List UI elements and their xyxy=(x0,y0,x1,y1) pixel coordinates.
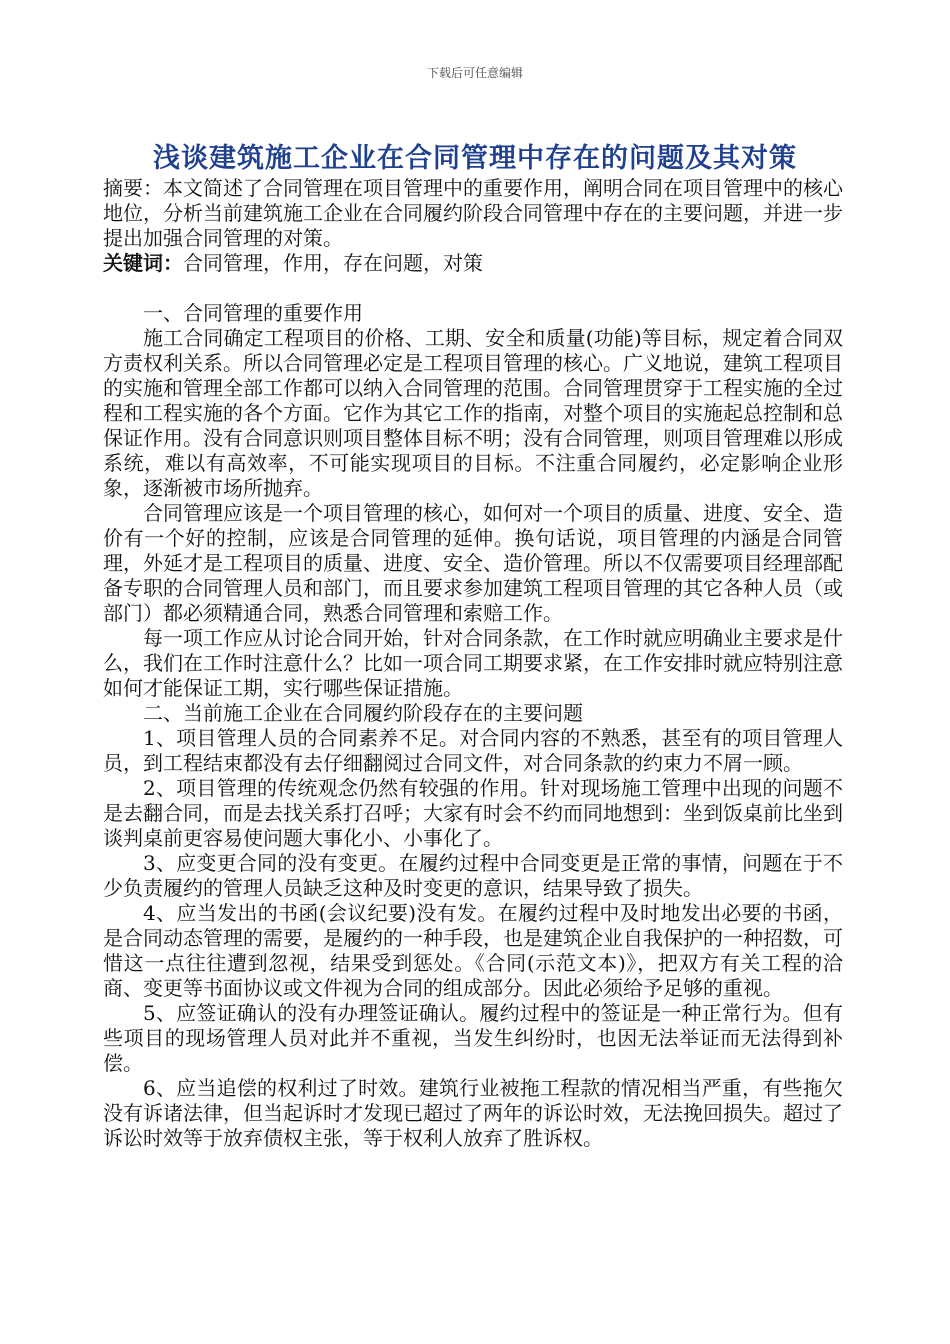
keywords-label: 关键词： xyxy=(103,251,183,275)
abstract-label: 摘要： xyxy=(103,176,163,200)
abstract xyxy=(103,176,843,251)
section-1-heading: 一、合同管理的重要作用 xyxy=(143,301,363,325)
keywords xyxy=(103,251,843,276)
keywords-text: 合同管理，作用，存在问题，对策 xyxy=(183,251,483,275)
paragraph: 合同管理应该是一个项目管理的核心，如何对一个项目的质量、进度、安全、造价有一个好的控制，应该是合同管理的延伸。换句话说，项目管理的内涵是合同管理，外延才是工程项目的质量、进度、安全、造价管理。所以不仅需要项目经理部配备专职的合同管理人员和部门，而且要求参加建筑工程项目管理的其它各种人员（或部门）都必须精通合同，熟悉合同管理和索赔工作。 xyxy=(103,501,843,625)
paragraph: 施工合同确定工程项目的价格、工期、安全和质量(功能)等目标，规定着合同双方责权利关系。所以合同管理必定是工程项目管理的核心。广义地说，建筑工程项目的实施和管理全部工作都可以纳入合同管理的范围。合同管理贯穿于工程实施的全过程和工程实施的各个方面。它作为其它工作的指南，对整个项目的实施起总控制和总保证作用。没有合同意识则项目整体目标不明；没有合同管理，则项目管理难以形成系统，难以有高效率，不可能实现项目的目标。不注重合同履约，必定影响企业形象，逐渐被市场所抛弃。 xyxy=(103,326,843,500)
paragraph: 每一项工作应从讨论合同开始，针对合同条款，在工作时就应明确业主要求是什么，我们在工作时注意什么？比如一项合同工期要求紧，在工作安排时就应特别注意如何才能保证工期，实行哪些保证措施。 xyxy=(103,626,843,700)
page-title: 浅谈建筑施工企业在合同管理中存在的问题及其对策 xyxy=(153,143,797,174)
paragraph: 3、应变更合同的没有变更。在履约过程中合同变更是正常的事情，问题在于不少负责履约的管理人员缺乏这种及时变更的意识，结果导致了损失。 xyxy=(103,851,843,900)
paragraph: 5、应签证确认的没有办理签证确认。履约过程中的签证是一种正常行为。但有些项目的现场管理人员对此并不重视，当发生纠纷时，也因无法举证而无法得到补偿。 xyxy=(103,1001,843,1075)
spacer xyxy=(103,276,843,301)
paragraph: 6、应当追偿的权利过了时效。建筑行业被拖工程款的情况相当严重，有些拖欠没有诉诸法律，但当起诉时才发现已超过了两年的诉讼时效，无法挽回损失。超过了诉讼时效等于放弃债权主张，等于权利人放弃了胜诉权。 xyxy=(103,1076,843,1150)
document-body xyxy=(103,176,843,1151)
paragraph: 1、项目管理人员的合同素养不足。对合同内容的不熟悉，甚至有的项目管理人员，到工程结束都没有去仔细翻阅过合同文件，对合同条款的约束力不屑一顾。 xyxy=(103,726,843,775)
header-note: 下载后可任意编辑 xyxy=(426,66,523,80)
abstract-text: 本文简述了合同管理在项目管理中的重要作用，阐明合同在项目管理中的核心地位，分析当前建筑施工企业在合同履约阶段合同管理中存在的主要问题，并进一步提出加强合同管理的对策。 xyxy=(103,176,843,250)
paragraph: 2、项目管理的传统观念仍然有较强的作用。针对现场施工管理中出现的问题不是去翻合同，而是去找关系打召呼；大家有时会不约而同地想到：坐到饭桌前比坐到谈判桌前更容易使问题大事化小、小事化了。 xyxy=(103,776,843,850)
paragraph: 4、应当发出的书函(会议纪要)没有发。在履约过程中及时地发出必要的书函，是合同动态管理的需要，是履约的一种手段，也是建筑企业自我保护的一种招数，可惜这一点往往遭到忽视，结果受到惩处。《合同(示范文本)》，把双方有关工程的洽商、变更等书面协议或文件视为合同的组成部分。因此必须给予足够的重视。 xyxy=(103,901,843,1000)
section-2-heading: 二、当前施工企业在合同履约阶段存在的主要问题 xyxy=(143,701,583,725)
